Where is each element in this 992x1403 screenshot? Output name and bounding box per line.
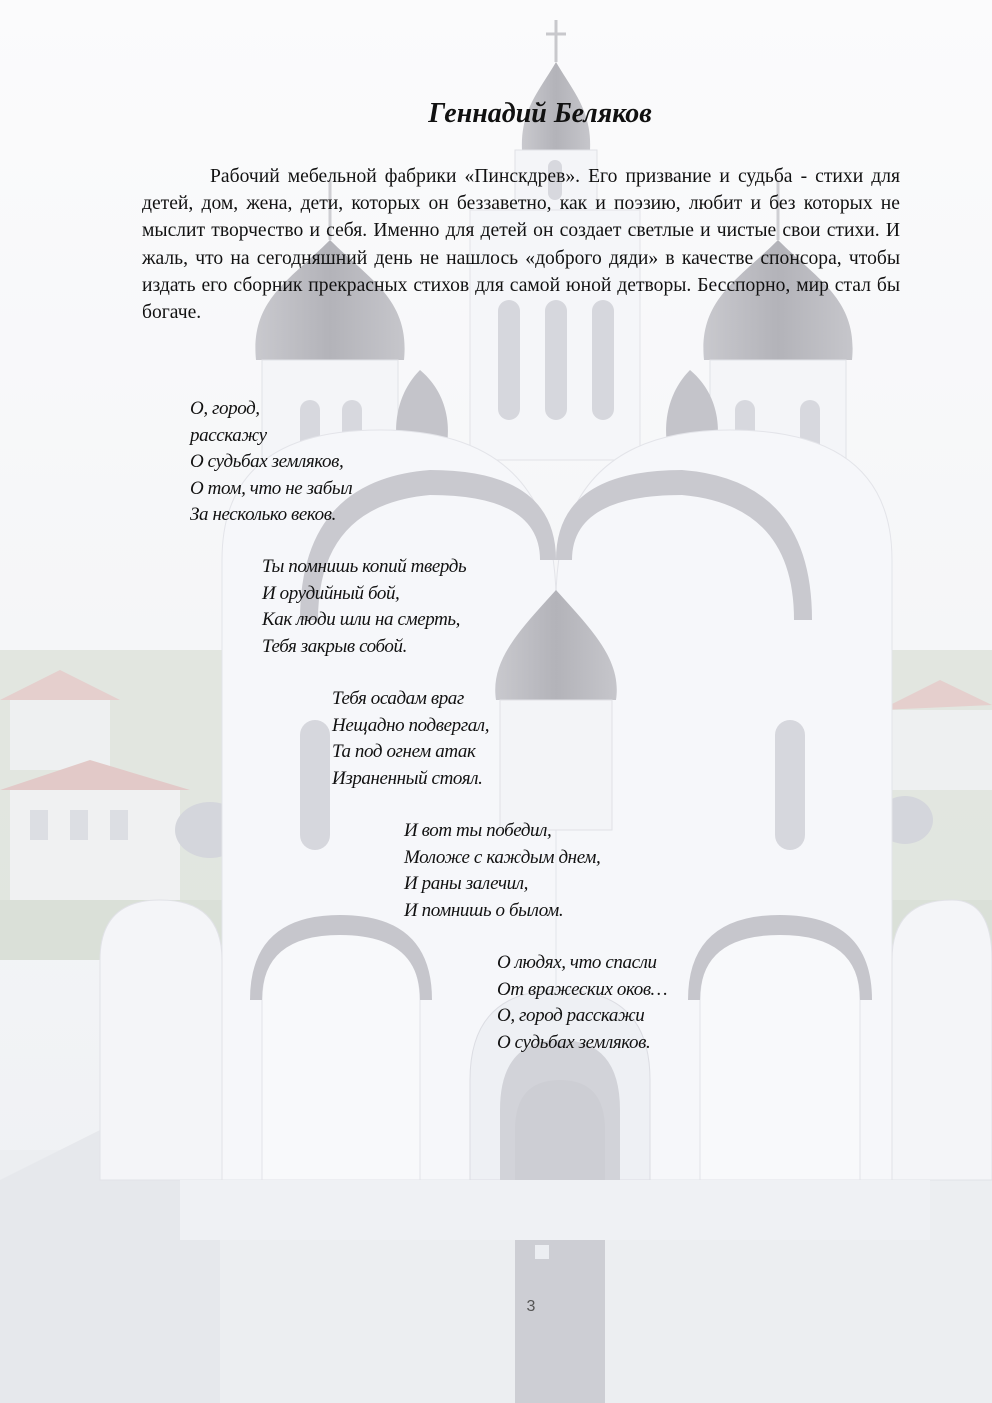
poem-stanza-5: [497, 950, 667, 1056]
author-title: Геннадий Беляков: [428, 98, 652, 129]
poem-line: И раны залечил,: [404, 873, 528, 894]
poem-stanza-1: [190, 396, 352, 529]
poem-line: И помнишь о былом.: [404, 899, 564, 921]
poem-line: Тебя осадам враг: [332, 688, 464, 709]
author-intro-paragraph: Рабочий мебельной фабрики «Пинскдрев». Его призвание и судьба - стихи для детей, дом, жена, дети, которых он беззаветно, как и поэзию, любит и без которых не мыслит творчество и себя. Именно для детей он создает светлые и чистые свои стихи. И жаль, что на сегодняшний день не нашлось «доброго дяди» в качестве спонсора, чтобы издать его сборник прекрасных стихов для самой юной детворы. Бесспорно, мир стал бы богаче.: [142, 166, 900, 324]
poem-line: О, город расскажи: [497, 1005, 645, 1026]
poem-line: Тебя закрыв собой.: [262, 635, 407, 657]
poem-line: И орудийный бой,: [262, 582, 400, 604]
poem-line: Как люди шли на смерть,: [262, 609, 461, 630]
poem-line: И вот ты победил,: [404, 820, 552, 841]
poem-line: За несколько веков.: [190, 504, 336, 525]
poem-line: Израненный стоял.: [332, 767, 483, 789]
page-number: 3: [526, 1298, 536, 1315]
poem-line: О людях, что спасли: [497, 952, 657, 973]
poem-line: расскажу: [190, 424, 267, 446]
poem-line: О судьбах земляков.: [497, 1031, 651, 1053]
poem-stanza-3: [332, 686, 489, 792]
poem-line: Та под огнем атак: [332, 741, 476, 762]
poem-line: О том, что не забыл: [190, 477, 353, 499]
poem-stanza-4: [404, 818, 600, 924]
poem-stanza-2: [262, 554, 466, 660]
poem-line: От вражеских оков…: [497, 978, 668, 1000]
poem-line: Нещадно подвергал,: [332, 714, 490, 736]
poem-line: О, город,: [190, 398, 260, 419]
poem-line: Моложе с каждым днем,: [404, 846, 601, 868]
poem-line: Ты помнишь копий твердь: [262, 556, 467, 577]
poem-line: О судьбах земляков,: [190, 451, 344, 472]
